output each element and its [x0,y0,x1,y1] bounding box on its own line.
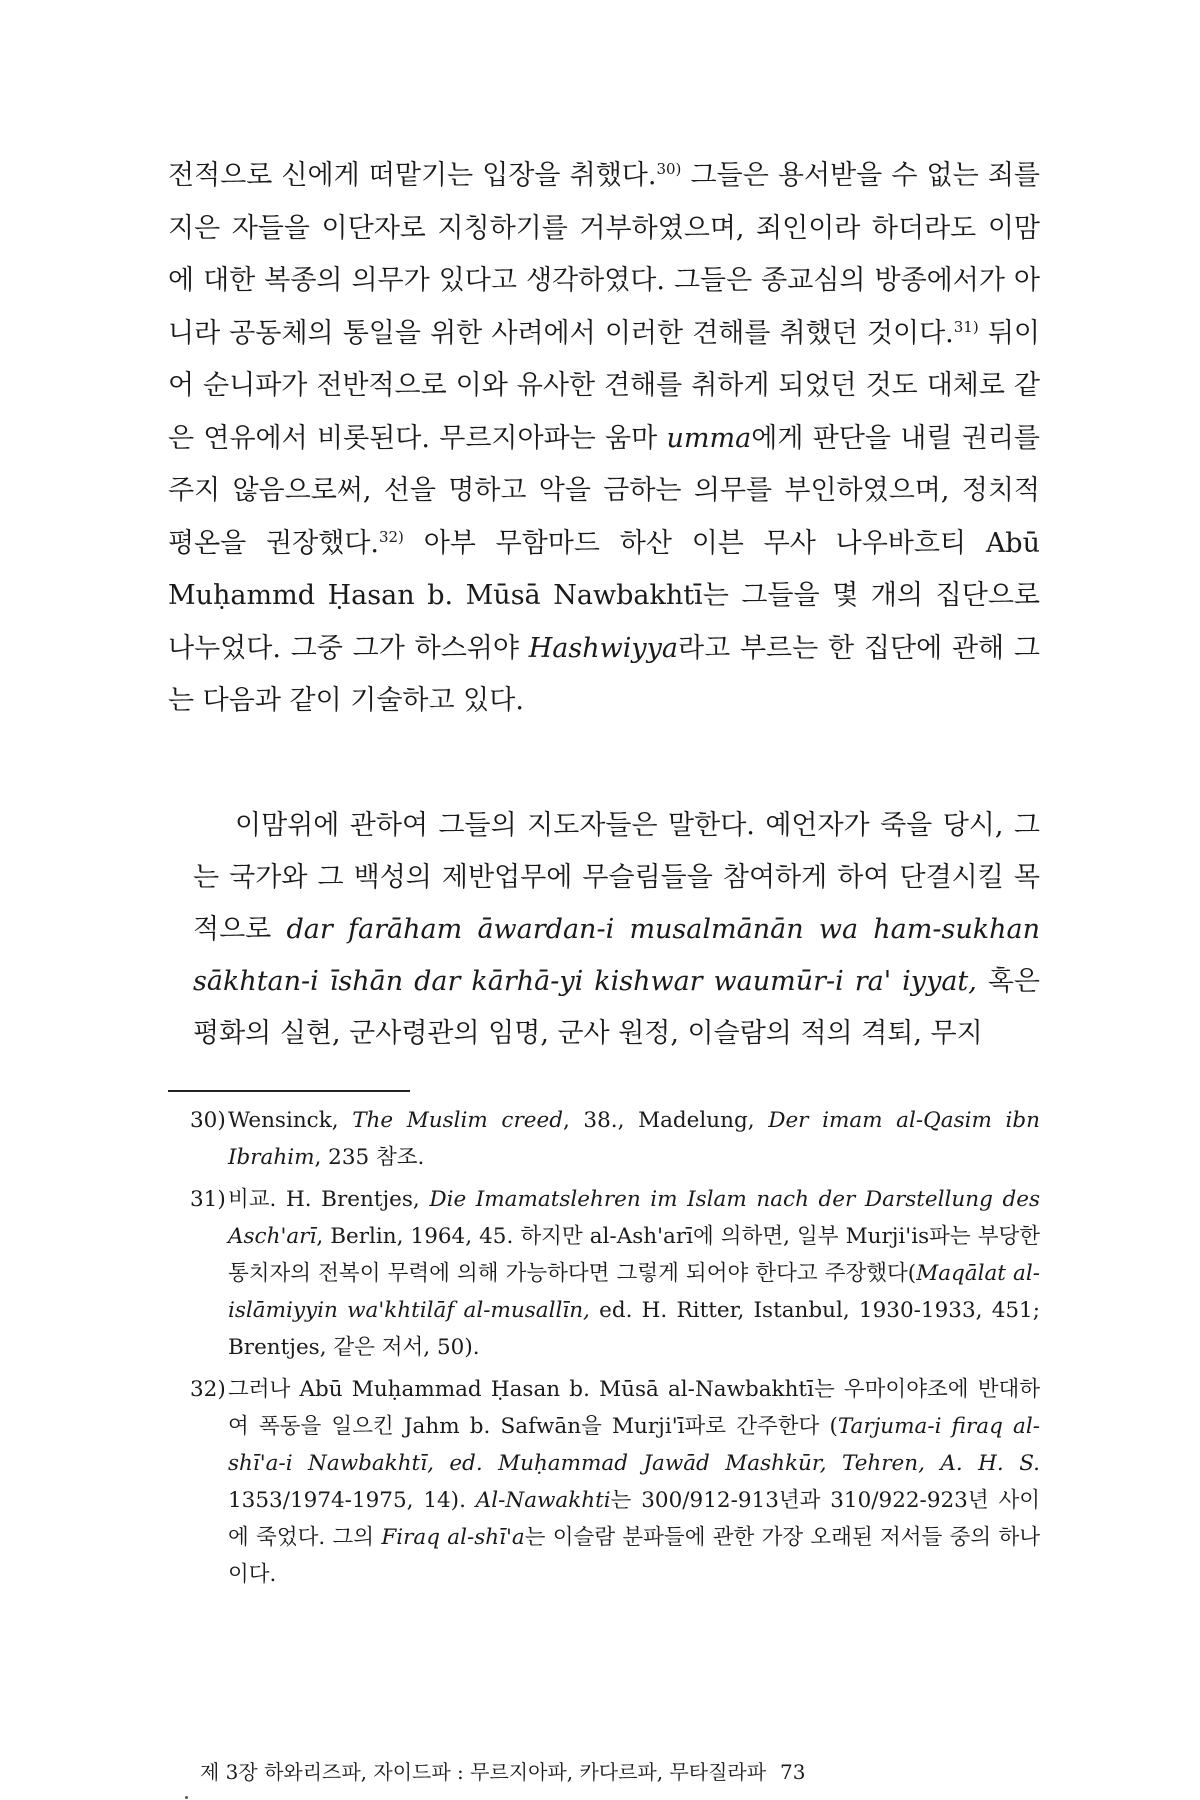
footnote-number: 30) [190,1108,226,1133]
text-span: 는 300/912-913년과 310/922-923년 사이에 죽었다. 그의 [228,1488,1040,1550]
footnote-30 [190,1102,1040,1176]
text-span: 혹은 평화의 실현, 군사령관의 임명, 군사 원정, 이슬람의 적의 격퇴, 무지 [193,966,1040,1049]
scan-speck [185,1796,188,1799]
text-span: 라고 부르는 한 집단에 관해 그는 다음과 같이 기술하고 있다. [168,632,1040,716]
text-span: , 235 참조. [314,1145,425,1170]
italic-term: Maqālat al-islāmiyyin wa'khtilāf al-musallīn, [228,1261,1041,1323]
italic-term: Der imam al-Qasim ibn Ibrahim [228,1108,1040,1170]
footnote-ref-32: 32) [378,527,404,546]
footnotes [190,1102,1040,1598]
text-span: 그러나 Abū Muḥammad Ḥasan b. Mūsā al-Nawbakhtī는 우마이야조에 반대하여 폭동을 일으킨 Jahm b. Safwān을 Murji'ī파로 간주한다 ( [228,1377,1040,1439]
italic-term: Hashwiyya [528,632,679,664]
text-span: , 38., Madelung, [562,1108,769,1133]
text-span: 뒤이어 순니파가 전반적으로 이와 유사한 견해를 취하게 되었던 것도 대체로 같은 연유에서 비롯된다. 무르지아파는 움마 [168,317,1040,454]
text-span: 이맘위에 관하여 그들의 지도자들은 말한다. 예언자가 죽을 당시, 그는 국가와 그 백성의 제반업무에 무슬림들을 참여하게 하여 단결시킬 목적으로 [193,810,1040,945]
italic-term: Firaq al-shī'a [381,1525,525,1550]
text-span: 아부 무함마드 하산 이븐 무사 나우바흐티 Abū Muḥammd Ḥasan b. Mūsā Nawbakhtī는 그들을 몇 개의 집단으로 나누었다. 그중 그가 하스위야 [168,527,1040,664]
main-paragraph [168,150,1040,728]
main-text [168,150,1040,728]
italic-term: umma [666,422,752,454]
text-span: Wensinck, [228,1108,353,1133]
text-span: 1353/1974-1975, 14). [228,1488,476,1513]
text-span: 에게 판단을 내릴 권리를 주지 않음으로써, 선을 명하고 악을 금하는 의무를 부인하였으며, 정치적 평온을 권장했다. [168,422,1040,559]
footnote-31 [190,1181,1040,1366]
italic-term: dar farāham āwardan-i musalmānān wa ham-sukhan sākhtan-i īshān dar kārhā-yi kishwar waumūr-i ra' iyyat, [193,914,1040,997]
page-number: 73 [780,1760,806,1784]
text-span: , Berlin, 1964, 45. 하지만 al-Ash'arī에 의하면, 일부 Murji'is파는 부당한 통치자의 전복이 무력에 의해 가능하다면 그렇게 되어야 한다고 주장했다( [228,1224,1040,1286]
footnote-ref-31: 31) [953,317,979,336]
text-span: 전적으로 신에게 떠맡기는 입장을 취했다. [168,160,657,191]
text-span: 그들은 용서받을 수 없는 죄를 지은 자들을 이단자로 지칭하기를 거부하였으며, 죄인이라 하더라도 이맘에 대한 복종의 의무가 있다고 생각하였다. 그들은 종교심의 방종에서가 아니라 공동체의 통일을 위한 사려에서 이러한 견해를 취했던 것이다. [168,160,1040,349]
italic-term: Al-Nawakhti [475,1488,611,1513]
footnote-32 [190,1371,1040,1593]
italic-term: Die Imamatslehren im Islam nach der Darstellung des Asch'arī [228,1187,1040,1249]
text-span: ed. H. Ritter, Istanbul, 1930-1933, 451; Brentjes, 같은 저서, 50). [228,1298,1040,1360]
text-span: 비교. H. Brentjes, [228,1187,430,1212]
quote-paragraph [193,800,1040,1060]
chapter-title: 제 3장 하와리즈파, 자이드파 : 무르지아파, 카다르파, 무타질라파 [200,1760,767,1784]
block-quote [193,800,1040,1060]
footnote-number: 32) [190,1377,226,1402]
running-footer [200,1756,1040,1785]
footnote-ref-30: 30) [656,160,682,178]
footnote-divider [168,1090,410,1092]
italic-term: Tarjuma-i firaq al-shī'a-i Nawbakhtī, ed. Muḥammad Jawād Mashkūr, Tehren, A. H. S. [228,1414,1041,1476]
italic-term: The Muslim creed [352,1108,563,1133]
footnote-number: 31) [190,1187,226,1212]
text-span: 는 이슬람 분파들에 관한 가장 오래된 저서들 중의 하나이다. [228,1525,1040,1587]
